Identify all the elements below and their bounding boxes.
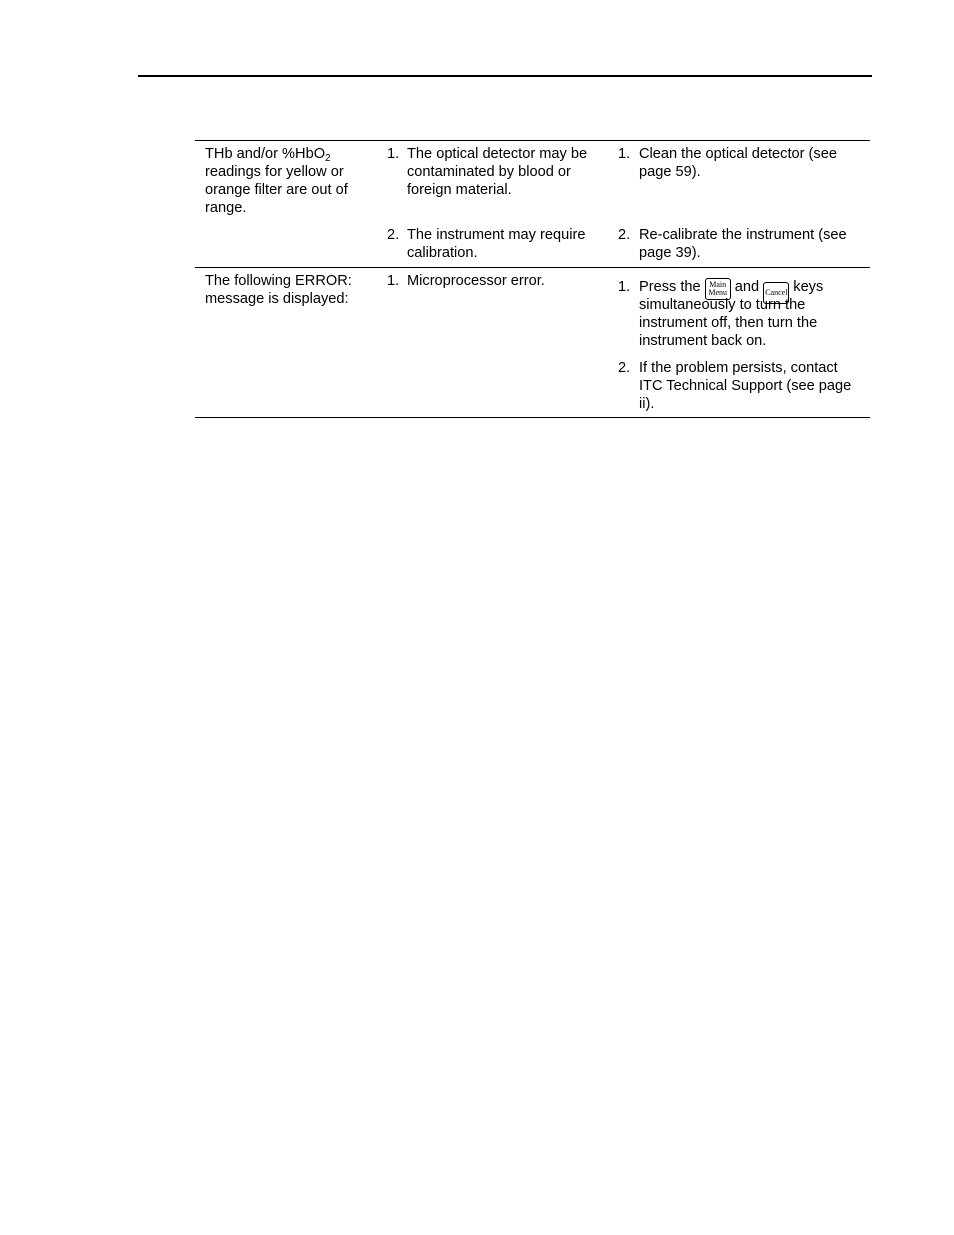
symptom-cell [205,145,375,217]
cancel-key-icon: Cancel [763,282,789,304]
cause-text: The optical detector may be contaminated by blood or foreign material. [407,146,588,198]
cause-number: 2. [387,227,400,243]
solution-text-part: and [734,279,760,295]
cause-text: The instrument may require calibration. [407,227,586,261]
subscript: 2 [325,153,331,164]
table-row-divider [195,267,870,268]
symptom-text: readings for yellow or orange filter are out of range. [205,164,348,216]
cause-number: 1. [387,273,400,289]
solution-text: simultaneously to turn the instrument off, then turn the instrument back on. [639,297,818,349]
solution-number: 1. [618,279,631,295]
cause-number: 1. [387,146,400,162]
solution-number: 2. [618,227,631,243]
solution-number: 1. [618,146,631,162]
solution-text-part: Press the [639,279,701,295]
table-top-rule [195,140,870,141]
solution-text-part: keys [793,279,824,295]
symptom-text: THb and/or %HbO [205,146,326,162]
symptom-cell: The following ERROR: message is displayed: [205,273,352,307]
cause-text: Microprocessor error. [407,273,545,289]
solution-text: Re-calibrate the instrument (see page 39). [639,227,847,261]
solution-number: 2. [618,360,631,376]
header-rule [138,75,872,77]
key-label: Main [709,280,727,289]
solution-text: Clean the optical detector (see page 59). [639,146,837,180]
key-label: Menu [708,288,728,297]
table-bottom-rule [195,417,870,418]
solution-text: If the problem persists, contact ITC Technical Support (see page ii). [639,360,852,412]
